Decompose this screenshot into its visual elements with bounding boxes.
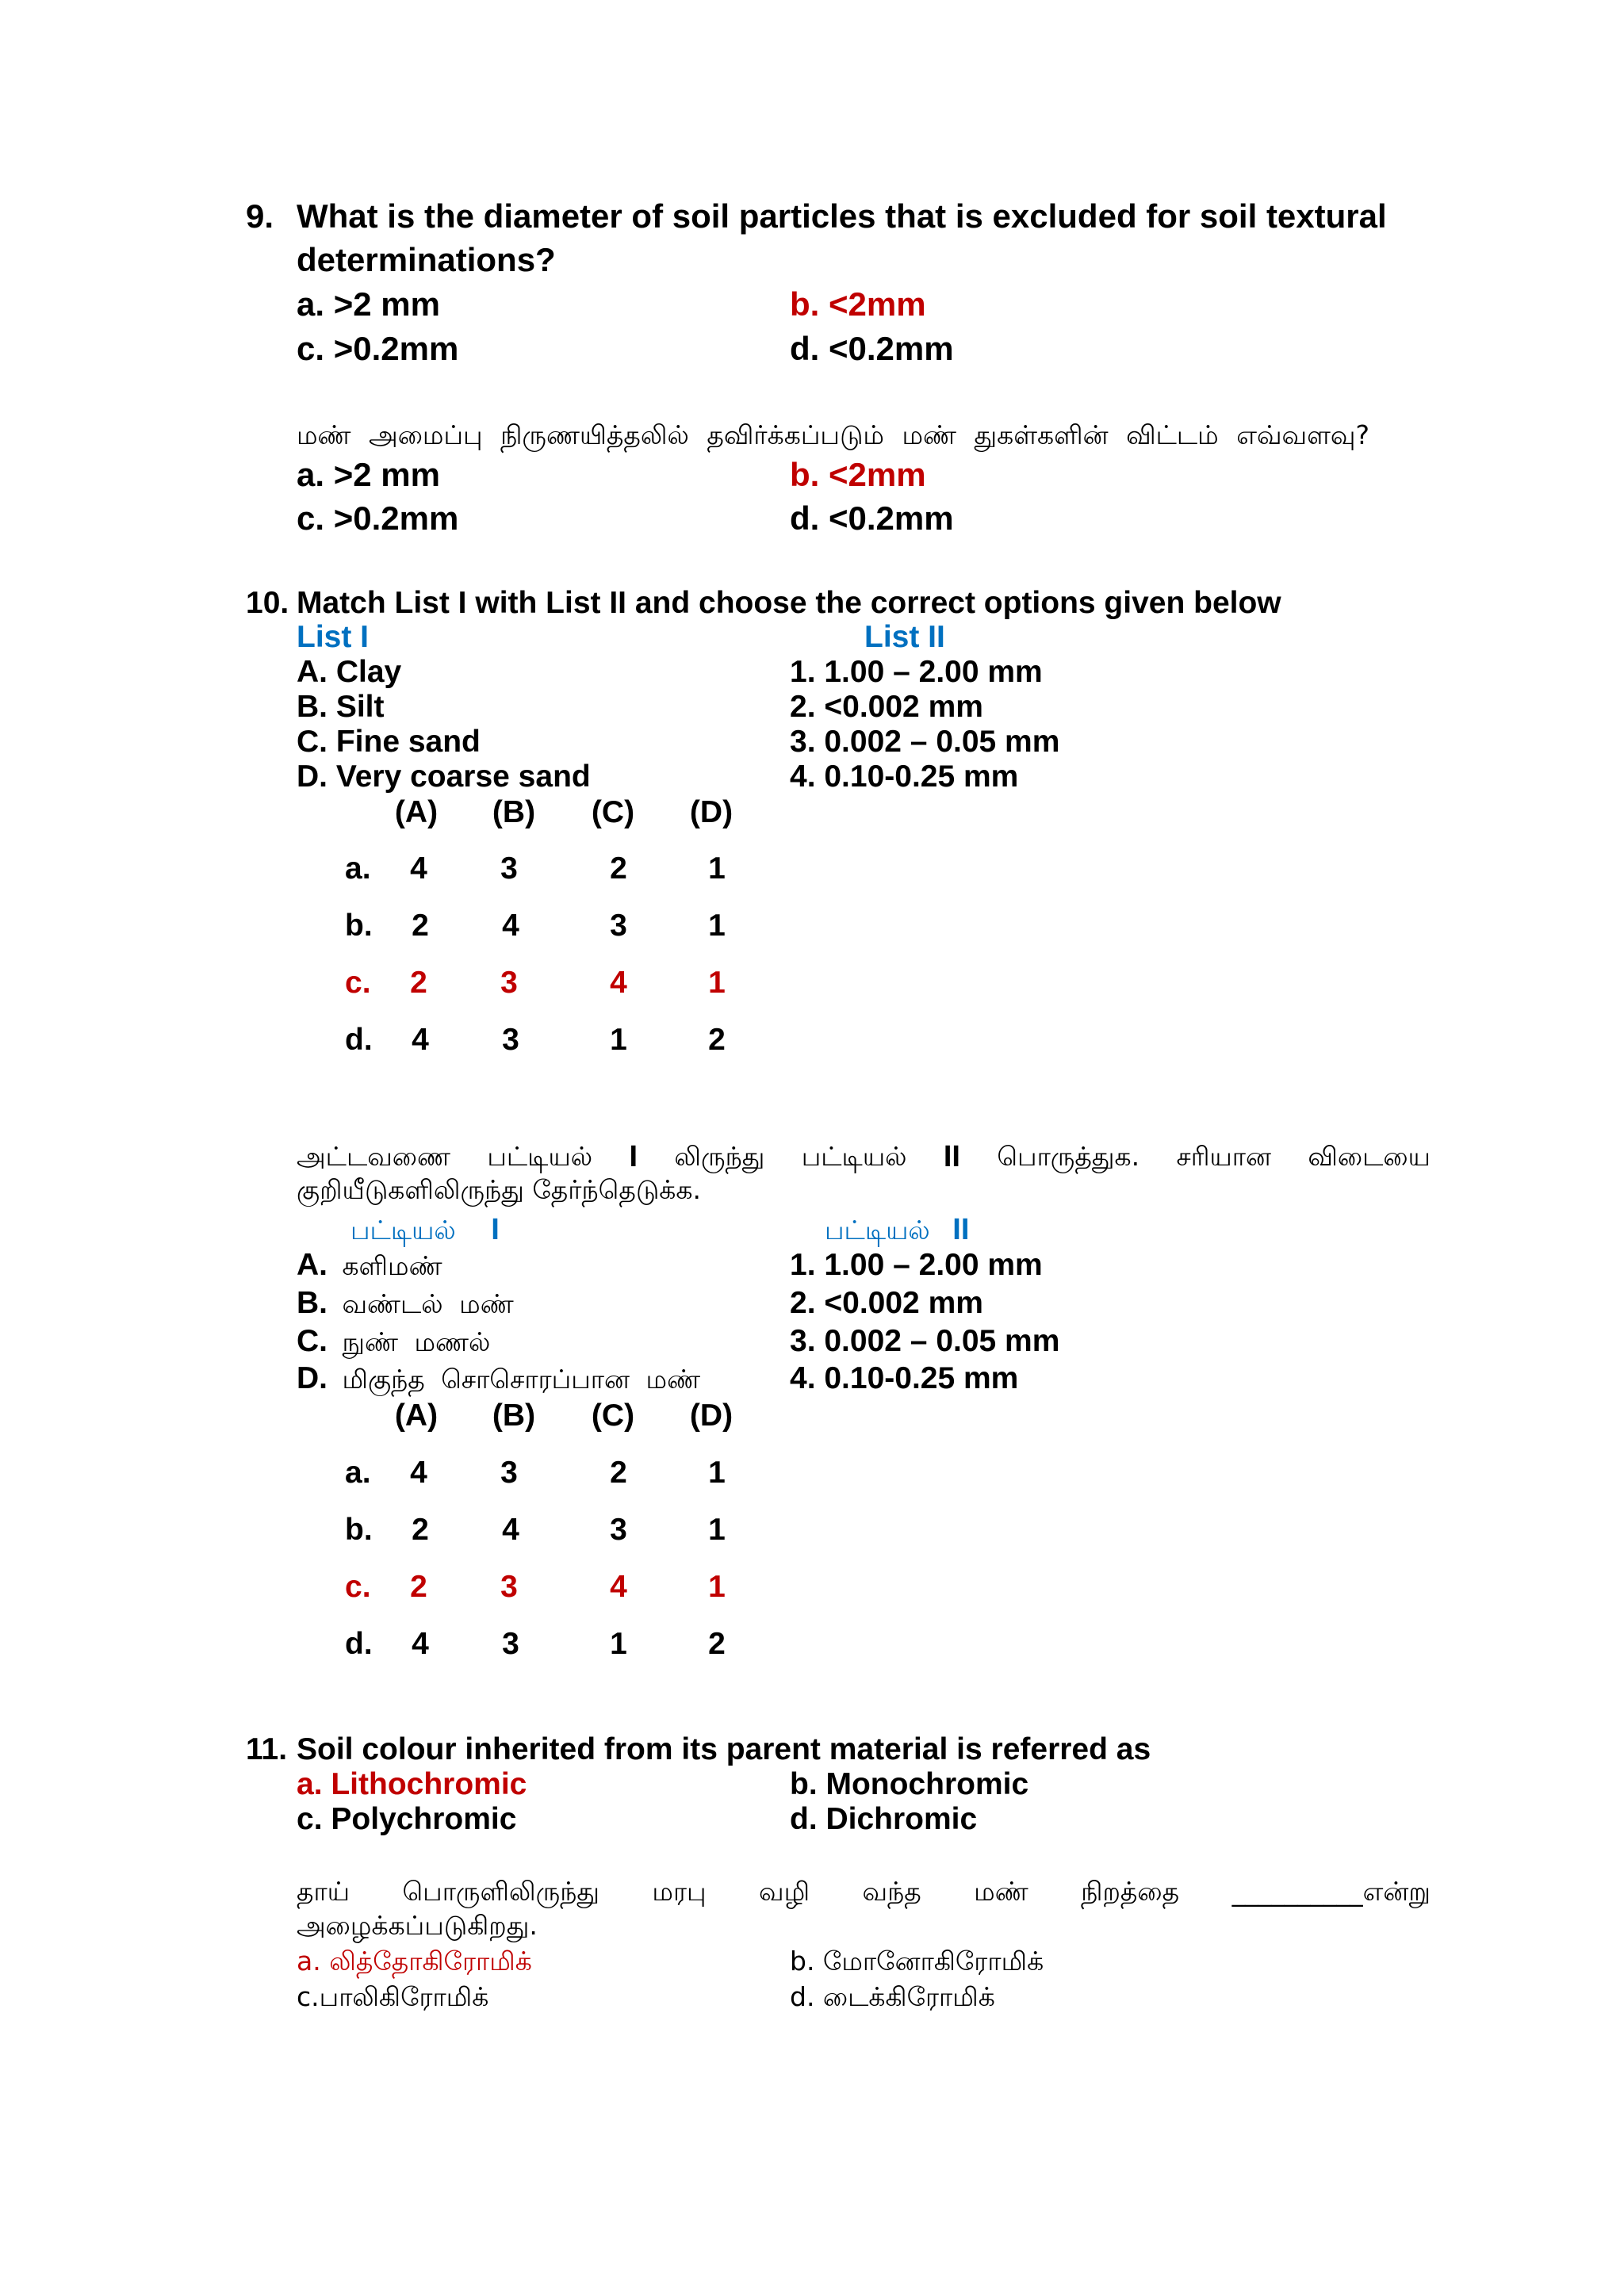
q11-tamil-option-b: b. மோனோகிரோமிக் <box>790 1946 1044 1976</box>
q9-tamil-option-c: c. >0.2mm <box>297 499 459 537</box>
word: பட்டியல் <box>801 1141 907 1172</box>
q10-list1-item: B. Silt <box>297 690 385 724</box>
q9-option-d: d. <0.2mm <box>790 330 954 367</box>
list2-header-word: பட்டியல் <box>825 1215 930 1246</box>
q10-cell: 3 <box>610 909 627 943</box>
q10-tamil-col-header: (C) <box>591 1399 635 1433</box>
q9-option-c: c. >0.2mm <box>297 330 459 367</box>
q9-option-a: a. >2 mm <box>297 285 440 323</box>
q10-list2-item: 2. <0.002 mm <box>790 690 983 724</box>
q10-list2-item: 4. 0.10-0.25 mm <box>790 760 1019 794</box>
word: I <box>629 1140 638 1173</box>
q10-tamil-cell: 3 <box>610 1513 627 1547</box>
q10-cell: 4 <box>412 1023 429 1057</box>
q11-number: 11. <box>246 1732 288 1766</box>
q10-cell-answer: 3 <box>500 966 518 1000</box>
q9-option-b-answer: b. <2mm <box>790 285 926 323</box>
word: வழி <box>759 1876 810 1907</box>
q10-tamil-cell-answer: 1 <box>708 1570 726 1604</box>
q9-question-tamil: மண் அமைப்பு நிருணயித்தலில் தவிர்க்கப்படும் மண் துகள்களின் விட்டம் எவ்வளவு? <box>297 419 1369 450</box>
q10-cell: 2 <box>708 1023 726 1057</box>
q10-tamil-question-line2: குறியீடுகளிலிருந்து தேர்ந்தெடுக்க. <box>297 1174 702 1205</box>
q10-cell: 3 <box>502 1023 519 1057</box>
q10-list1-item: D. Very coarse sand <box>297 760 591 794</box>
word: மரபு <box>652 1876 707 1907</box>
q9-number: 9. <box>246 197 274 235</box>
q11-option-c: c. Polychromic <box>297 1802 517 1836</box>
q11-tamil-option-c: c.பாலிகிரோமிக் <box>297 1981 489 2012</box>
word: பட்டியல் <box>487 1141 593 1172</box>
q10-list1-item: A. Clay <box>297 655 402 689</box>
q10-cell: 3 <box>500 851 518 886</box>
q10-cell: 1 <box>708 851 726 886</box>
q10-number: 10. <box>246 586 289 620</box>
q10-row-label-answer: c. <box>345 966 371 1000</box>
word: II <box>943 1140 960 1173</box>
q10-tamil-list2-item: 3. 0.002 – 0.05 mm <box>790 1324 1060 1358</box>
q10-tamil-row-label: b. <box>345 1513 373 1547</box>
word: சரியான <box>1176 1141 1272 1172</box>
item-letter: B. <box>297 1286 327 1320</box>
q10-row-label: d. <box>345 1023 373 1057</box>
q10-cell-answer: 1 <box>708 966 726 1000</box>
q10-tamil-row-label-answer: c. <box>345 1570 371 1604</box>
q10-cell: 2 <box>610 851 627 886</box>
q10-cell-answer: 2 <box>410 966 427 1000</box>
q10-tamil-row-label: d. <box>345 1627 373 1661</box>
q10-list2-item: 1. 1.00 – 2.00 mm <box>790 655 1043 689</box>
q10-cell: 1 <box>708 909 726 943</box>
word-with-blank: __________என்று <box>1231 1876 1431 1907</box>
q9-question-line1: What is the diameter of soil particles that is excluded for soil textural <box>297 197 1387 235</box>
q11-option-a-answer: a. Lithochromic <box>297 1767 527 1801</box>
item-text: மிகுந்த சொசொரப்பான மண் <box>342 1364 701 1395</box>
q10-tamil-cell-answer: 4 <box>610 1570 627 1604</box>
word: விடையை <box>1308 1141 1431 1172</box>
word: பொருளிலிருந்து <box>402 1876 599 1907</box>
q10-tamil-list2-header <box>825 1211 969 1249</box>
q10-tamil-list2-item: 2. <0.002 mm <box>790 1286 983 1320</box>
q10-tamil-cell-answer: 2 <box>410 1570 427 1604</box>
q11-option-b: b. Monochromic <box>790 1767 1029 1801</box>
q11-option-d: d. Dichromic <box>790 1802 978 1836</box>
q9-question-line2: determinations? <box>297 241 556 278</box>
word: மண் <box>974 1876 1028 1907</box>
q10-tamil-list1-header <box>350 1211 500 1249</box>
q9-tamil-option-b-answer: b. <2mm <box>790 456 926 493</box>
q10-tamil-list1-item <box>297 1285 514 1322</box>
q10-tamil-cell: 1 <box>708 1456 726 1490</box>
q11-question: Soil colour inherited from its parent material is referred as <box>297 1732 1151 1766</box>
word: பொருத்துக. <box>997 1141 1140 1172</box>
q10-tamil-cell: 2 <box>412 1513 429 1547</box>
word: வந்த <box>862 1876 921 1907</box>
q10-tamil-cell: 4 <box>502 1513 519 1547</box>
list2-header-numeral: II <box>952 1213 970 1246</box>
word: தாய் <box>297 1876 350 1907</box>
q10-tamil-cell: 2 <box>610 1456 627 1490</box>
q10-tamil-row-label: a. <box>345 1456 371 1490</box>
q10-col-header: (B) <box>492 795 536 829</box>
q10-tamil-col-header: (D) <box>689 1399 733 1433</box>
q10-tamil-question-line1 <box>297 1138 1431 1175</box>
word: நிறத்தை <box>1081 1876 1180 1907</box>
q10-row-label: b. <box>345 909 373 943</box>
item-letter: A. <box>297 1248 327 1282</box>
q10-cell-answer: 4 <box>610 966 627 1000</box>
q10-cell: 4 <box>502 909 519 943</box>
item-letter: C. <box>297 1324 327 1358</box>
q10-tamil-col-header: (A) <box>394 1399 439 1433</box>
q10-list1-item: C. Fine sand <box>297 725 481 759</box>
word: அட்டவணை <box>297 1141 451 1172</box>
q10-tamil-cell: 4 <box>410 1456 427 1490</box>
q10-tamil-col-header: (B) <box>492 1399 536 1433</box>
q10-col-header: (A) <box>394 795 439 829</box>
q10-tamil-cell: 4 <box>412 1627 429 1661</box>
q10-list2-header: List II <box>864 620 945 654</box>
q10-tamil-list2-item: 1. 1.00 – 2.00 mm <box>790 1248 1043 1282</box>
q10-cell: 4 <box>410 851 427 886</box>
q10-tamil-list2-item: 4. 0.10-0.25 mm <box>790 1361 1019 1395</box>
q10-row-label: a. <box>345 851 371 886</box>
q10-tamil-cell: 3 <box>500 1456 518 1490</box>
q10-tamil-list1-item <box>297 1360 700 1398</box>
q10-tamil-list1-item <box>297 1323 490 1360</box>
item-text: களிமண் <box>342 1250 442 1281</box>
q10-list2-item: 3. 0.002 – 0.05 mm <box>790 725 1060 759</box>
q10-tamil-cell: 1 <box>708 1513 726 1547</box>
q10-tamil-cell: 2 <box>708 1627 726 1661</box>
item-text: வண்டல் மண் <box>342 1288 514 1319</box>
q10-tamil-cell: 1 <box>610 1627 627 1661</box>
q11-tamil-question-line2: அழைக்கப்படுகிறது. <box>297 1910 538 1941</box>
q10-tamil-list1-item <box>297 1247 442 1284</box>
q10-list1-header: List I <box>297 620 370 654</box>
q10-cell: 1 <box>610 1023 627 1057</box>
q10-col-header: (D) <box>689 795 733 829</box>
q9-tamil-option-d: d. <0.2mm <box>790 499 954 537</box>
q11-tamil-option-d: d. டைக்கிரோமிக் <box>790 1981 995 2012</box>
q10-col-header: (C) <box>591 795 635 829</box>
list1-header-numeral: I <box>491 1213 500 1246</box>
word: லிருந்து <box>674 1141 765 1172</box>
q11-tamil-option-a-answer: a. லித்தோகிரோமிக் <box>297 1946 532 1976</box>
item-letter: D. <box>297 1361 327 1395</box>
q10-question: Match List I with List II and choose the correct options given below <box>297 586 1281 620</box>
q10-tamil-cell-answer: 3 <box>500 1570 518 1604</box>
q10-cell: 2 <box>412 909 429 943</box>
item-text: நுண் மணல் <box>342 1326 491 1357</box>
list1-header-word: பட்டியல் <box>350 1215 456 1246</box>
q9-tamil-option-a: a. >2 mm <box>297 456 440 493</box>
q10-tamil-cell: 3 <box>502 1627 519 1661</box>
q11-tamil-question-line1 <box>297 1873 1431 1910</box>
